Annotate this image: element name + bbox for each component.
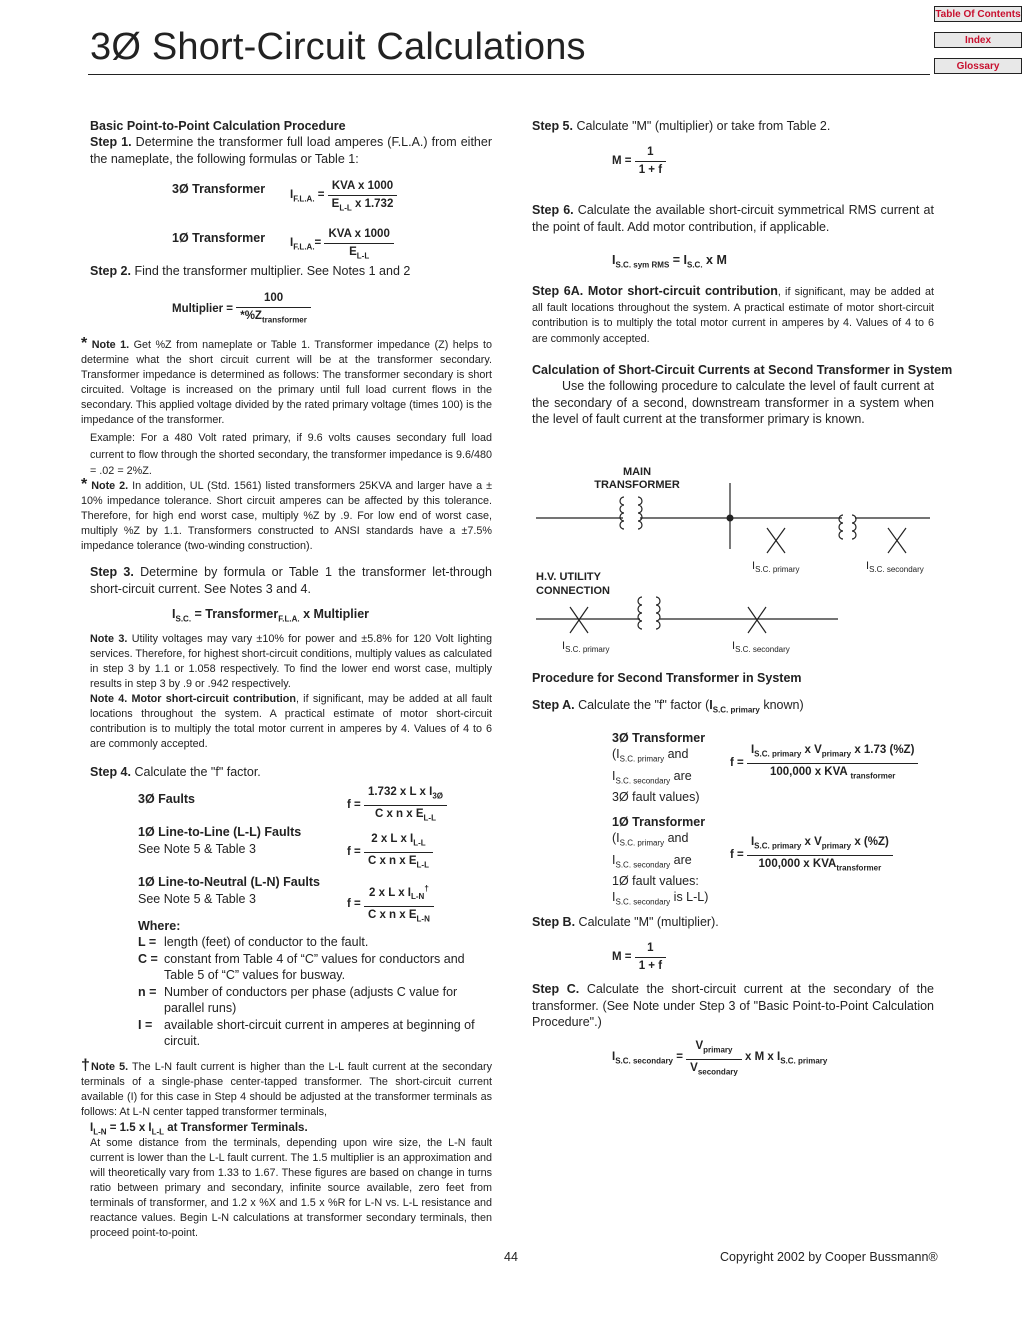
fll-label: 1Ø Line-to-Line (L-L) Faults	[138, 825, 302, 839]
junction-dot	[727, 515, 734, 522]
a3-block: 3Ø Transformer ($I_{S.C. primary}$ and $I_{S.C. secondary}$ are 3Ø fault values)	[612, 731, 706, 804]
note4: Note 4. Motor short-circuit contribution, if significant, may be added at all fault locations throughout the system. A practical estimate of motor short-circuit contribution is to multiply the total motor current in amperes by 4. Values of 4 to 6 are commonly accepted.	[90, 693, 492, 750]
multiplier-formula: Multiplier = $\frac{100}{*\%Z_{transformer}}$	[172, 290, 311, 328]
t3-label: 3Ø Transformer	[172, 182, 266, 196]
page-title: 3Ø Short-Circuit Calculations	[90, 26, 586, 68]
step3-formula: $I_{S.C.}$ = Transformer$_{F.L.A.}$ x Multiplier	[172, 607, 370, 624]
f3-label: 3Ø Faults	[138, 792, 195, 806]
lower-isc-secondary-label: $I_{S.C. secondary}$	[732, 640, 790, 655]
def-l: L = length (feet) of conductor to the fault.	[138, 935, 369, 949]
copyright: Copyright 2002 by Cooper Bussmann®	[720, 1250, 938, 1264]
step1	[90, 134, 492, 167]
index-button[interactable]: Index	[934, 32, 1022, 48]
m-formula-2: M = $\frac{1}{1 + f}$	[612, 940, 666, 974]
step6: Step 6. Calculate the available short-circuit symmetrical RMS current at the point of fault. Add motor contribution, if applicable.	[532, 203, 934, 234]
stepB: Step B. Calculate "M" (multiplier).	[532, 915, 719, 929]
where-label: Where:	[138, 919, 181, 933]
def-n: n = Number of conductors per phase (adjusts C value for parallel runs)	[138, 984, 458, 1015]
fla1-formula: $I_{F.L.A.}=$ $\frac{\text{KVA x 1000}}{E_{L-L}}$	[290, 226, 394, 264]
stepA: Step A. Calculate the "f" factor ($I_{S.C. primary}$ known)	[532, 698, 804, 715]
lower-isc-primary-label: $I_{S.C. primary}$	[562, 640, 610, 655]
fll-formula: f = $\frac{2 x L x I_{L-L}}{C x n x E_{L-L}}$	[347, 831, 433, 874]
fln-sub: See Note 5 & Table 3	[138, 892, 256, 906]
step6-formula: $I_{S.C. sym RMS} = I_{S.C.}$ x M	[612, 253, 727, 270]
step6a: Step 6A. Motor short-circuit contribution, if significant, may be added at all fault locations throughout the system. A practical estimate of motor short-circuit contribution is to multiply the total motor current in amperes by 4. Values of 4 to 6 are commonly accepted.	[532, 284, 934, 345]
second-transformer-text: Use the following procedure to calculate the level of fault current at the secondary of a second, downstream transformer in a system when the level of fault current at the transformer primary is known.	[532, 379, 934, 426]
fln-formula: f = $\frac{2 x L x I_{L-N}^\dagger}{C x n x E_{L-N}}$	[347, 881, 434, 927]
stepC-formula: $I_{S.C. secondary}$ = $\frac{V_{primary}}{V_{secondary}}$ x M x $I_{S.C. primary}$	[612, 1040, 828, 1077]
table-of-contents-button[interactable]: Table Of Contents	[934, 6, 1022, 22]
def-i: I = available short-circuit current in amperes at beginning of circuit.	[138, 1017, 475, 1048]
fll-sub: See Note 5 & Table 3	[138, 842, 256, 856]
step2	[90, 263, 410, 280]
fla3-formula: $I_{F.L.A.}$ = $\frac{\text{KVA x 1000}}{E_{L-L} x 1.732}$	[290, 178, 397, 216]
step3: Step 3. Determine by formula or Table 1 the transformer let-through short-circuit current. See Notes 3 and 4.	[90, 565, 492, 596]
m-formula: M = $\frac{1}{1 + f}$	[612, 144, 666, 178]
note1-example: Example: For a 480 Volt rated primary, if 9.6 volts causes secondary full load current to flow through the shorted secondary, the transformer impedance is 9.6/480 = .02 = 2%Z.	[90, 432, 492, 477]
definitions	[138, 934, 492, 1050]
note5-continued: At some distance from the terminals, depending upon wire size, the L-N fault current is lower than the L-L fault current. The 1.5 multiplier is an approximation and will theoretically vary from 1.33 to 1.67. These figures are based on change in turns ratio between primary and secondary, infinite source available, zero feet from terminals of transformer, and 1.2 x %X and 1.5 x %R for L-N vs. L-L resistance and reactance values. Begin L-N calculations at transformer secondary terminals, then proceed point-to-point.	[90, 1137, 492, 1239]
step4: Step 4. Calculate the "f" factor.	[90, 765, 261, 779]
fln-label: 1Ø Line-to-Neutral (L-N) Faults	[138, 875, 320, 889]
step2-label: Step 2.	[90, 264, 131, 278]
second-transformer-heading: Calculation of Short-Circuit Currents at Second Transformer in System	[532, 363, 953, 377]
main-transformer-label: MAIN TRANSFORMER	[594, 466, 680, 491]
hv-utility-label: H.V. UTILITY CONNECTION	[536, 571, 610, 597]
note1: * Note 1. Get %Z from nameplate or Table 1. Transformer impedance (Z) helps to determine what the short circuit current will be at the transformer secondary. Transformer impedance is determined as follows: The transformer secondary is short circuited. Voltage is increased on the primary until full load current flows in the secondary. This applied voltage divided by the rated primary voltage (times 100) is the impedance of the transformer.	[81, 335, 493, 426]
procedure-heading: Procedure for Second Transformer in System	[532, 671, 802, 685]
t1-label: 1Ø Transformer	[172, 231, 266, 245]
step5: Step 5. Calculate "M" (multiplier) or take from Table 2.	[532, 119, 831, 133]
glossary-button[interactable]: Glossary	[934, 58, 1022, 74]
a1-block: 1Ø Transformer ($I_{S.C. primary}$ and $I_{S.C. secondary}$ are 1Ø fault values: $I_{S.C. secondary}$ is L-L)	[612, 815, 709, 907]
stepC: Step C. Calculate the short-circuit current at the secondary of the transformer. (See Note under Step 3 of "Basic Point-to-Point Calculation Procedure".)	[532, 982, 934, 1029]
step2-text: Find the transformer multiplier. See Notes 1 and 2	[134, 264, 411, 278]
f3-formula: f = $\frac{1.732 x L x I_{3Ø}}{C x n x E_{L-L}}$	[347, 784, 447, 827]
a1-formula: f = $\frac{I_{S.C. primary} x V_{primary} x (\%Z)}{100,000 x KVA_{transformer}}$	[730, 834, 893, 877]
upper-isc-secondary-label: $I_{S.C. secondary}$	[866, 560, 924, 575]
upper-isc-primary-label: $I_{S.C. primary}$	[752, 560, 800, 575]
note5: †Note 5. The L-N fault current is higher than the L-L fault current at the secondary terminals of a single-phase center-tapped transformer. The short-circuit current available (I) for this case in Step 4 should be adjusted at the transformer terminals as follows: At L-N center tapped transformer terminals,	[81, 1057, 493, 1118]
def-c: C = constant from Table 4 of “C” values for conductors and Table 5 of “C” values for busway.	[138, 951, 465, 982]
page-number: 44	[504, 1250, 518, 1264]
note2: * Note 2. In addition, UL (Std. 1561) listed transformers 25KVA and larger have a ± 10% impedance tolerance. Short circuit amperes can be affected by this tolerance. Therefore, for high end worst case, multiply %Z by .9. For low end of worst case, multiply %Z by 1.1. Transformers constructed to ANSI standards have a ±7.5% impedance tolerance (two-winding construction).	[81, 476, 493, 552]
a3-formula: f = $\frac{I_{S.C. primary} x V_{primary} x 1.73 (\%Z)}{100,000 x KVA _{transformer}}$	[730, 742, 918, 785]
note5-formula: $I_{L-N} = 1.5$ x $I_{L-L}$ at Transformer Terminals.	[90, 1122, 308, 1137]
section-heading: Basic Point-to-Point Calculation Procedure	[90, 119, 346, 133]
step1-text: Determine the transformer full load amperes (F.L.A.) from either the nameplate, the following formulas or Table 1:	[90, 135, 492, 166]
step1-label: Step 1.	[90, 135, 132, 149]
title-rule	[88, 74, 930, 75]
note3: Note 3. Utility voltages may vary ±10% for power and ±5.8% for 120 Volt lighting services. Therefore, for highest short-circuit conditions, multiply values as calculated in step 3 by 1.1 or 1.058 respectively. To find the lower end worst case, multiply results in step 3 by .9 or .942 respectively.	[90, 633, 493, 690]
